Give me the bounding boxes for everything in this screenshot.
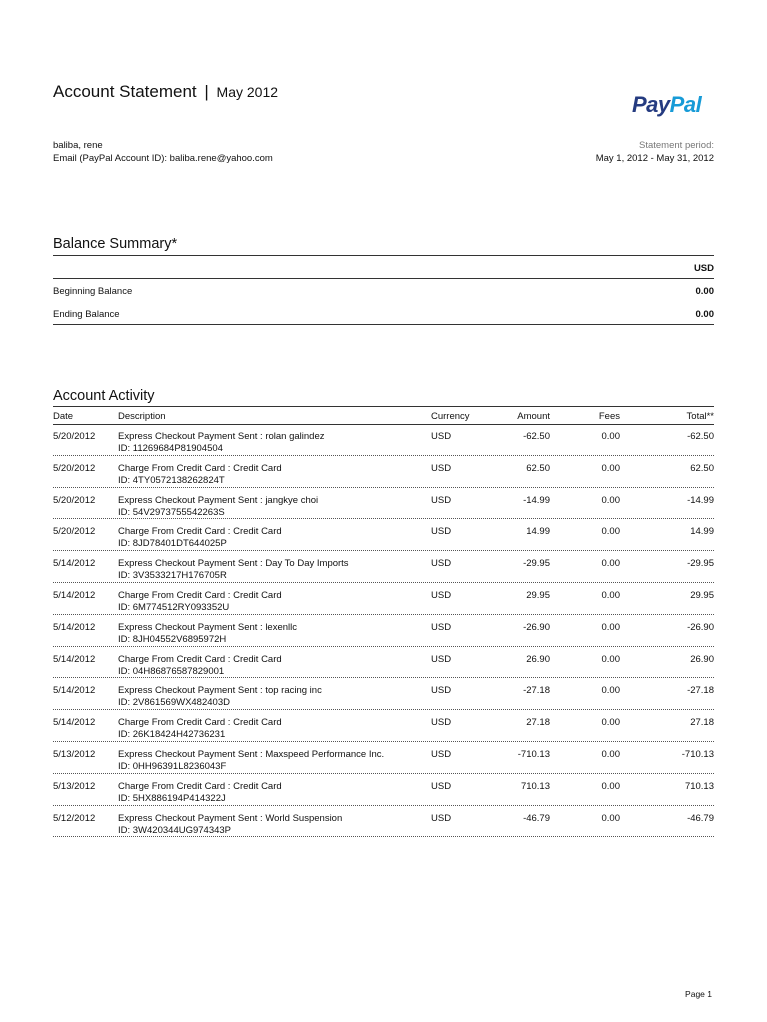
- tx-date: 5/20/2012: [53, 494, 96, 506]
- tx-id: ID: 8JD78401DT644025P: [118, 538, 227, 550]
- tx-id: ID: 26K18424H42736231: [118, 729, 226, 741]
- tx-description: Express Checkout Payment Sent : Maxspeed Performance Inc.: [118, 748, 385, 760]
- tx-date: 5/14/2012: [53, 558, 96, 570]
- tx-id: ID: 6M774512RY093352U: [118, 601, 230, 613]
- beginning-balance-label: Beginning Balance: [53, 286, 133, 297]
- tx-total: -710.13: [681, 748, 714, 760]
- tx-description: Express Checkout Payment Sent : World Suspension: [118, 812, 343, 824]
- tx-fees: 0.00: [601, 653, 620, 665]
- tx-fees: 0.00: [601, 494, 620, 506]
- tx-id: ID: 04H86876587829001: [118, 665, 225, 677]
- page-number: Page 1: [685, 989, 712, 999]
- tx-total: -46.79: [687, 812, 714, 824]
- tx-amount: 29.95: [526, 589, 550, 601]
- tx-date: 5/14/2012: [53, 589, 96, 601]
- table-row: [0, 647, 767, 679]
- tx-fees: 0.00: [601, 748, 620, 760]
- ending-balance-label: Ending Balance: [53, 309, 120, 320]
- table-row: [0, 742, 767, 774]
- tx-fees: 0.00: [601, 621, 620, 633]
- tx-id: ID: 3V3533217H176705R: [118, 570, 227, 582]
- tx-id: ID: 11269684P81904504: [118, 443, 223, 454]
- statement-title: Account Statement: [53, 82, 197, 101]
- tx-date: 5/13/2012: [53, 748, 96, 760]
- tx-fees: 0.00: [601, 526, 620, 538]
- table-row: [0, 551, 767, 583]
- tx-amount: -26.90: [523, 621, 550, 633]
- activity-table: [0, 424, 767, 837]
- balance-bottom-rule: [53, 324, 714, 325]
- table-row: [0, 806, 767, 838]
- tx-amount: 62.50: [526, 462, 550, 474]
- tx-fees: 0.00: [601, 558, 620, 570]
- tx-total: -14.99: [687, 494, 714, 506]
- tx-amount: -14.99: [523, 494, 550, 506]
- tx-date: 5/20/2012: [53, 462, 96, 474]
- tx-currency: USD: [431, 526, 452, 538]
- tx-description: Charge From Credit Card : Credit Card: [118, 526, 282, 538]
- tx-amount: 26.90: [526, 653, 550, 665]
- row-divider: [53, 836, 714, 837]
- table-row: [0, 615, 767, 647]
- tx-description: Express Checkout Payment Sent : jangkye choi: [118, 494, 319, 506]
- tx-id: ID: 2V861569WX482403D: [118, 697, 230, 709]
- tx-description: Express Checkout Payment Sent : top racing inc: [118, 685, 322, 697]
- account-email: Email (PayPal Account ID): baliba.rene@yahoo.com: [53, 153, 273, 164]
- statement-period-label: Statement period:: [639, 140, 714, 151]
- balance-top-rule: [53, 255, 714, 256]
- tx-fees: 0.00: [601, 462, 620, 474]
- tx-description: Charge From Credit Card : Credit Card: [118, 717, 282, 729]
- table-row: [0, 678, 767, 710]
- tx-total: 14.99: [690, 526, 714, 538]
- tx-date: 5/14/2012: [53, 685, 96, 697]
- tx-total: -29.95: [687, 558, 714, 570]
- tx-id: ID: 5HX886194P414322J: [118, 792, 226, 804]
- tx-currency: USD: [431, 621, 452, 633]
- tx-currency: USD: [431, 812, 452, 824]
- paypal-logo: [632, 92, 701, 118]
- tx-currency: USD: [431, 558, 452, 570]
- tx-description: Charge From Credit Card : Credit Card: [118, 780, 282, 792]
- tx-fees: 0.00: [601, 431, 620, 442]
- tx-description: Express Checkout Payment Sent : Day To Day Imports: [118, 558, 349, 570]
- tx-date: 5/20/2012: [53, 431, 96, 442]
- tx-currency: USD: [431, 780, 452, 792]
- tx-description: Charge From Credit Card : Credit Card: [118, 462, 282, 474]
- account-name: baliba, rene: [53, 140, 103, 151]
- tx-amount: -27.18: [523, 685, 550, 697]
- table-row: [0, 583, 767, 615]
- tx-date: 5/13/2012: [53, 780, 96, 792]
- tx-currency: USD: [431, 685, 452, 697]
- tx-date: 5/20/2012: [53, 526, 96, 538]
- statement-month: May 2012: [216, 84, 279, 100]
- tx-fees: 0.00: [601, 780, 620, 792]
- tx-date: 5/14/2012: [53, 653, 96, 665]
- tx-total: -27.18: [687, 685, 714, 697]
- tx-fees: 0.00: [601, 812, 620, 824]
- tx-total: 26.90: [690, 653, 714, 665]
- tx-currency: USD: [431, 494, 452, 506]
- tx-total: -62.50: [687, 431, 714, 442]
- account-activity-title: Account Activity: [53, 388, 155, 404]
- tx-currency: USD: [431, 431, 452, 442]
- tx-currency: USD: [431, 589, 452, 601]
- ending-balance-value: 0.00: [695, 309, 714, 320]
- tx-description: Charge From Credit Card : Credit Card: [118, 589, 282, 601]
- column-header-description: Description: [118, 411, 166, 422]
- logo-pay: Pay: [632, 92, 670, 117]
- tx-total: 710.13: [684, 780, 714, 792]
- tx-currency: USD: [431, 748, 452, 760]
- column-header-currency: Currency: [431, 411, 470, 422]
- tx-amount: -29.95: [523, 558, 550, 570]
- activity-top-rule: [53, 406, 714, 407]
- tx-total: 29.95: [690, 589, 714, 601]
- table-row: [0, 519, 767, 551]
- tx-date: 5/14/2012: [53, 621, 96, 633]
- balance-summary-title: Balance Summary*: [53, 236, 178, 252]
- table-row: [0, 424, 767, 456]
- tx-total: 27.18: [690, 717, 714, 729]
- tx-amount: -62.50: [523, 431, 550, 442]
- tx-description: Charge From Credit Card : Credit Card: [118, 653, 282, 665]
- table-row: [0, 774, 767, 806]
- title-separator: |: [204, 82, 209, 101]
- page-title: [53, 82, 278, 102]
- tx-date: 5/14/2012: [53, 717, 96, 729]
- tx-id: ID: 0HH96391L8236043F: [118, 760, 227, 772]
- tx-fees: 0.00: [601, 685, 620, 697]
- statement-period-range: May 1, 2012 - May 31, 2012: [595, 153, 714, 164]
- column-header-amount: Amount: [517, 411, 550, 422]
- tx-amount: 710.13: [520, 780, 550, 792]
- tx-id: ID: 4TY0572138262824T: [118, 474, 225, 486]
- tx-total: -26.90: [687, 621, 714, 633]
- tx-id: ID: 8JH04552V6895972H: [118, 633, 227, 645]
- table-row: [0, 710, 767, 742]
- beginning-balance-value: 0.00: [695, 286, 714, 297]
- tx-fees: 0.00: [601, 589, 620, 601]
- tx-total: 62.50: [690, 462, 714, 474]
- tx-amount: 14.99: [526, 526, 550, 538]
- tx-currency: USD: [431, 717, 452, 729]
- tx-description: Express Checkout Payment Sent : rolan galindez: [118, 431, 325, 442]
- tx-id: ID: 54V2973755542263S: [118, 506, 225, 518]
- balance-header-rule: [53, 278, 714, 279]
- tx-currency: USD: [431, 462, 452, 474]
- table-row: [0, 456, 767, 488]
- column-header-fees: Fees: [598, 411, 620, 422]
- tx-id: ID: 3W420344UG974343P: [118, 824, 232, 836]
- column-header-total: Total**: [686, 411, 714, 422]
- tx-amount: -46.79: [523, 812, 550, 824]
- tx-currency: USD: [431, 653, 452, 665]
- logo-pal: Pal: [669, 92, 702, 117]
- tx-fees: 0.00: [601, 717, 620, 729]
- column-header-date: Date: [53, 411, 74, 422]
- tx-amount: -710.13: [517, 748, 550, 760]
- tx-amount: 27.18: [526, 717, 550, 729]
- tx-date: 5/12/2012: [53, 812, 96, 824]
- tx-description: Express Checkout Payment Sent : lexenllc: [118, 621, 298, 633]
- balance-currency-header: USD: [693, 263, 714, 274]
- table-row: [0, 488, 767, 520]
